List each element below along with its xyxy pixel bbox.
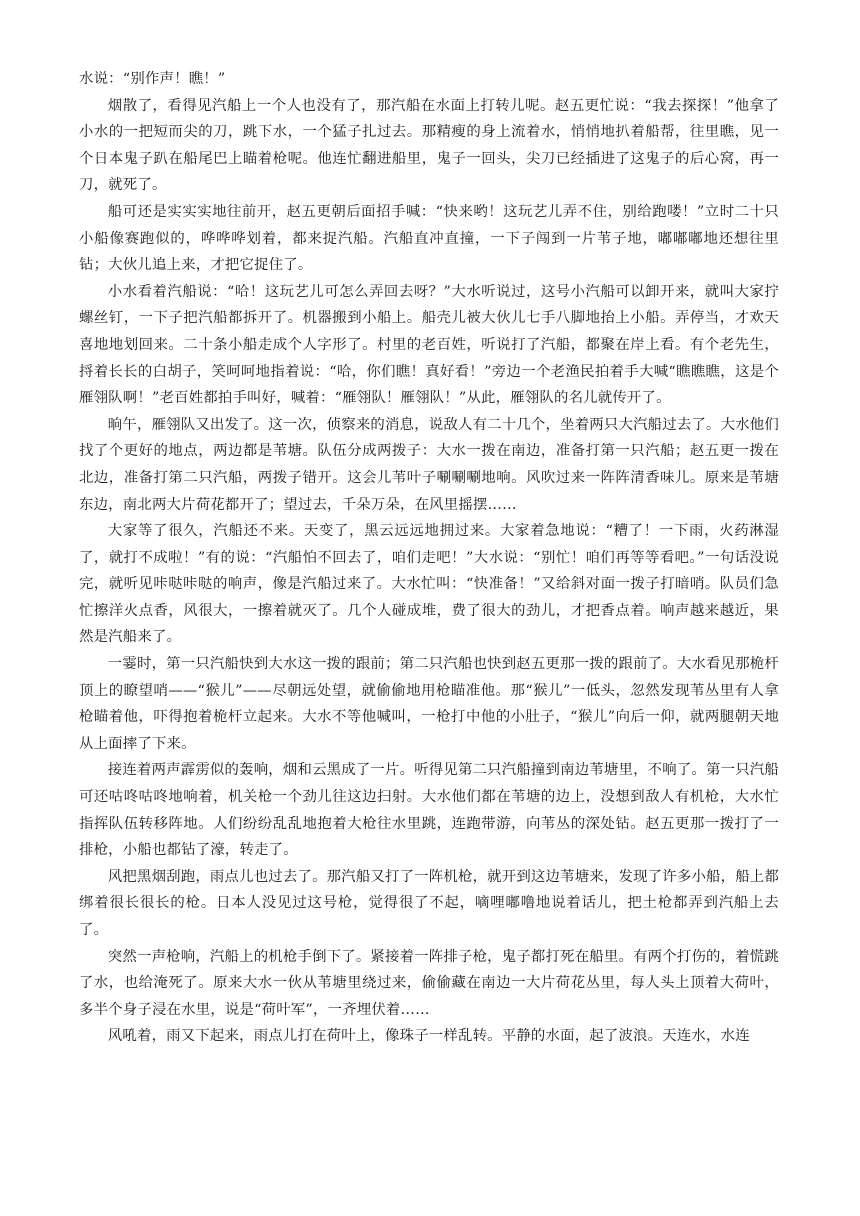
document-page — [79, 66, 779, 1050]
paragraph-3: 小水看着汽船说：“哈！这玩艺儿可怎么弄回去呀？”大水听说过，这号小汽船可以卸开来，就叫大家拧螺丝钉，一下子把汽船都拆开了。机器搬到小船上。船壳儿被大伙儿七手八脚地抬上小船。弄停当，才欢天喜地地划回来。二十条小船走成个人字形了。村里的老百姓，听说打了汽船，都聚在岸上看。有个老先生，捋着长长的白胡子，笑呵呵地指着说：“哈，你们瞧！真好看！”旁边一个老渔民拍着手大喊“瞧瞧瞧，这是个雁翎队啊！”老百姓都拍手叫好，喊着：“雁翎队！雁翎队！”从此，雁翎队的名儿就传开了。 — [79, 283, 779, 407]
paragraph-4: 晌午，雁翎队又出发了。这一次，侦察来的消息，说敌人有二十几个，坐着两只大汽船过去了。大水他们找了个更好的地点，两边都是苇塘。队伍分成两拨子：大水一拨在南边，准备打第一只汽船；赵五更一拨在北边，准备打第二只汽船，两拨子错开。这会儿苇叶子唰唰唰地响。风吹过来一阵阵清香味儿。原来是苇塘东边，南北两大片荷花都开了；望过去，千朵万朵，在风里摇摆…… — [79, 416, 779, 513]
paragraph-1: 烟散了，看得见汽船上一个人也没有了，那汽船在水面上打转儿呢。赵五更忙说：“我去探探！”他拿了小水的一把短而尖的刀，跳下水，一个猛子扎过去。那精瘦的身上流着水，悄悄地扒着船帮，往里瞧，见一个日本鬼子趴在船尾巴上瞄着枪呢。他连忙翻进船里，鬼子一回头，尖刀已经插进了这鬼子的后心窝，再一刀，就死了。 — [79, 97, 779, 194]
paragraph-7: 接连着两声霹雳似的轰响，烟和云黑成了一片。听得见第二只汽船撞到南边苇塘里，不响了。第一只汽船可还咕咚咕咚地响着，机关枪一个劲儿往这边扫射。大水他们都在苇塘的边上，没想到敌人有机枪，大水忙指挥队伍转移阵地。人们纷纷乱乱地抱着大枪往水里跳，连跑带游，向苇丛的深处钻。赵五更那一拨打了一排枪，小船也都钻了濠，转走了。 — [79, 762, 779, 859]
paragraph-8: 风把黑烟刮跑，雨点儿也过去了。那汽船又打了一阵机枪，就开到这边苇塘来，发现了许多小船，船上都绑着很长很长的枪。日本人没见过这号枪，觉得很了不起，嘀哩嘟噜地说着话儿，把土枪都弄到汽船上去了。 — [79, 868, 779, 938]
paragraph-10: 风吼着，雨又下起来，雨点儿打在荷叶上，像珠子一样乱转。平静的水面，起了波浪。天连水，水连 — [107, 1028, 750, 1045]
paragraph-9: 突然一声枪响，汽船上的机枪手倒下了。紧接着一阵排子枪，鬼子都打死在船里。有两个打伤的，着慌跳了水，也给淹死了。原来大水一伙从苇塘里绕过来，偷偷藏在南边一大片荷花丛里，每人头上顶着大荷叶，多半个身子浸在水里，说是“荷叶军”，一齐埋伏着…… — [79, 948, 779, 1018]
paragraph-2: 船可还是实实实地往前开，赵五更朝后面招手喊：“快来哟！这玩艺儿弄不住，别给跑喽！”立时二十只小船像赛跑似的，哗哗哗划着，都来捉汽船。汽船直冲直撞，一下子闯到一片苇子地，嘟嘟嘟地还想往里钻；大伙儿追上来，才把它捉住了。 — [79, 203, 779, 274]
paragraph-5: 大家等了很久，汽船还不来。天变了，黑云远远地拥过来。大家着急地说：“糟了！一下雨，火药淋湿了，就打不成啦！”有的说：“汽船怕不回去了，咱们走吧！”大水说：“别忙！咱们再等等看吧。”一句话没说完，就听见咔哒咔哒的响声，像是汽船过来了。大水忙叫：“快准备！”又给斜对面一拨子打暗哨。队员们急忙擦洋火点香，风很大，一擦着就灭了。几个人碰成堆，费了很大的劲儿，才把香点着。响声越来越近，果然是汽船来了。 — [79, 523, 779, 646]
paragraph-6: 一霎时，第一只汽船快到大水这一拨的跟前；第二只汽船也快到赵五更那一拨的跟前了。大水看见那桅杆顶上的瞭望哨——“猴儿”——尽朝远处望，就偷偷地用枪瞄准他。那“猴儿”一低头，忽然发现苇丛里有人拿枪瞄着他，吓得抱着桅杆立起来。大水不等他喊叫，一枪打中他的小肚子，“猴儿”向后一仰，就两腿朝天地从上面摔了下来。 — [79, 656, 779, 752]
paragraph-0: 水说：“别作声！瞧！” — [79, 71, 226, 87]
